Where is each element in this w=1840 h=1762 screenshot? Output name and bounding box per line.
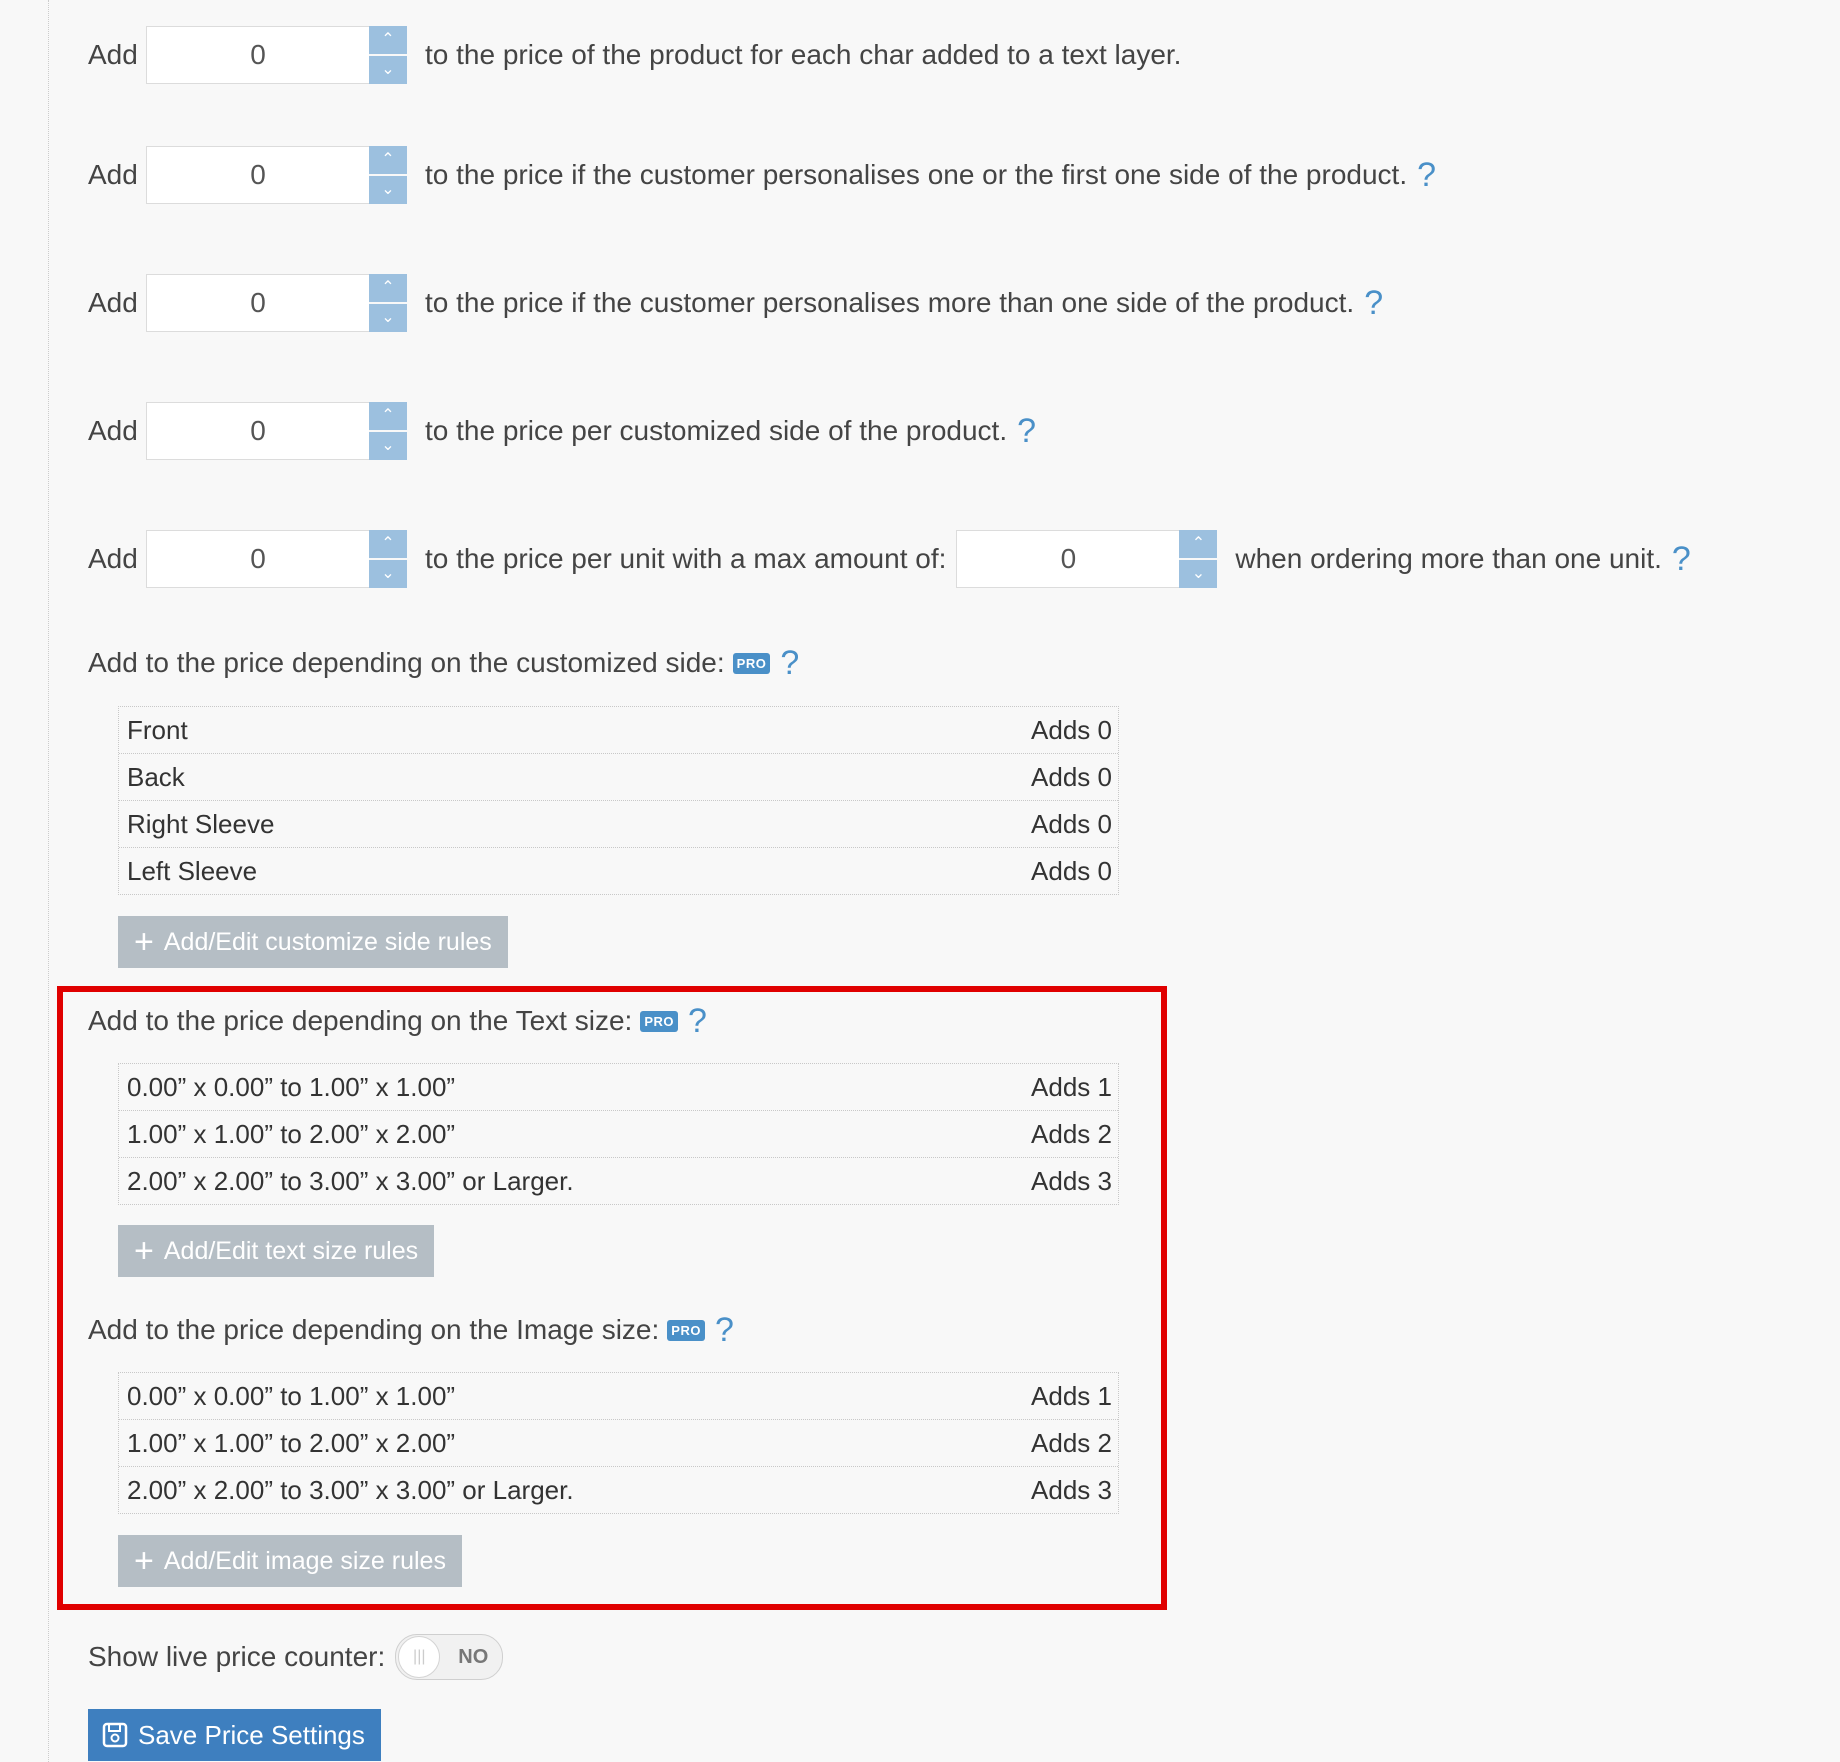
side-rules-table <box>118 706 1119 895</box>
image-size-heading <box>88 1313 734 1347</box>
chevron-up-icon[interactable]: ⌃ <box>369 274 407 302</box>
list-item <box>119 1420 1118 1467</box>
price-per-char-input[interactable]: 0 <box>146 26 369 84</box>
question-icon[interactable]: ? <box>1017 412 1037 450</box>
price-per-char-stepper[interactable] <box>146 26 407 84</box>
price-per-side-stepper[interactable] <box>146 402 407 460</box>
question-icon[interactable]: ? <box>1671 540 1691 578</box>
rule-label: 0.00” x 0.00” to 1.00” x 1.00” <box>127 1380 456 1411</box>
chevron-down-icon[interactable]: ⌄ <box>369 56 407 84</box>
rule-value: Adds 2 <box>1031 1118 1112 1149</box>
chevron-up-icon[interactable]: ⌃ <box>369 26 407 54</box>
text-size-heading <box>88 1004 707 1038</box>
button-label: Add/Edit text size rules <box>163 1236 419 1265</box>
price-row-per-char <box>88 25 1181 85</box>
edit-image-size-rules-button[interactable] <box>118 1535 462 1587</box>
save-disk-icon <box>102 1722 128 1748</box>
add-label: Add <box>88 159 138 190</box>
rule-label: 1.00” x 1.00” to 2.00” x 2.00” <box>127 1427 456 1458</box>
list-item <box>119 1373 1118 1420</box>
rule-label: 2.00” x 2.00” to 3.00” x 3.00” or Larger. <box>127 1165 574 1196</box>
rule-value: Adds 0 <box>1031 761 1112 792</box>
max-amount-input[interactable]: 0 <box>956 530 1179 588</box>
rule-value: Adds 0 <box>1031 808 1112 839</box>
rule-label: Left Sleeve <box>127 855 258 886</box>
question-icon[interactable]: ? <box>780 644 800 682</box>
add-label: Add <box>88 287 138 318</box>
live-counter-row <box>88 1634 503 1680</box>
chevron-down-icon[interactable]: ⌄ <box>369 304 407 332</box>
list-item <box>119 848 1118 894</box>
edit-text-size-rules-button[interactable] <box>118 1225 434 1277</box>
text-size-title: Add to the price depending on the Text size: <box>88 1005 633 1036</box>
button-label: Add/Edit customize side rules <box>163 927 492 956</box>
question-icon[interactable]: ? <box>1417 156 1437 194</box>
rule-label: 1.00” x 1.00” to 2.00” x 2.00” <box>127 1118 456 1149</box>
price-row-multi-side <box>88 273 1383 333</box>
row-description: to the price if the customer personalises one or the first one side of the product. <box>425 159 1408 190</box>
question-icon[interactable]: ? <box>714 1311 734 1349</box>
edit-side-rules-button[interactable] <box>118 916 508 968</box>
row-description: to the price of the product for each char added to a text layer. <box>425 39 1182 70</box>
list-item <box>119 1111 1118 1158</box>
rule-value: Adds 1 <box>1031 1380 1112 1411</box>
button-label: Save Price Settings <box>138 1719 365 1750</box>
chevron-up-icon[interactable]: ⌃ <box>1179 530 1217 558</box>
add-label: Add <box>88 39 138 70</box>
side-rules-heading <box>88 646 799 680</box>
rule-value: Adds 2 <box>1031 1427 1112 1458</box>
save-price-settings-button[interactable] <box>88 1709 381 1761</box>
price-first-side-input[interactable]: 0 <box>146 146 369 204</box>
side-rules-title: Add to the price depending on the customized side: <box>88 647 725 678</box>
rule-label: Back <box>127 761 185 792</box>
price-per-unit-stepper[interactable] <box>146 530 407 588</box>
live-counter-label: Show live price counter: <box>88 1641 386 1672</box>
pro-badge: PRO <box>733 653 771 674</box>
rule-label: Front <box>127 714 188 745</box>
plus-icon: + <box>134 1542 154 1580</box>
rule-label: 0.00” x 0.00” to 1.00” x 1.00” <box>127 1071 456 1102</box>
add-label: Add <box>88 543 138 574</box>
row-description: to the price if the customer personalises more than one side of the product. <box>425 287 1355 318</box>
price-row-first-side <box>88 145 1436 205</box>
text-size-rules-table <box>118 1063 1119 1205</box>
question-icon[interactable]: ? <box>1364 284 1384 322</box>
chevron-up-icon[interactable]: ⌃ <box>369 530 407 558</box>
rule-value: Adds 0 <box>1031 855 1112 886</box>
price-row-per-unit <box>88 529 1691 589</box>
max-amount-stepper[interactable] <box>956 530 1217 588</box>
list-item <box>119 707 1118 754</box>
row-description: to the price per customized side of the product. <box>425 415 1008 446</box>
price-per-side-input[interactable]: 0 <box>146 402 369 460</box>
image-size-rules-table <box>118 1372 1119 1514</box>
price-per-unit-input[interactable]: 0 <box>146 530 369 588</box>
add-label: Add <box>88 415 138 446</box>
rule-value: Adds 3 <box>1031 1165 1112 1196</box>
plus-icon: + <box>134 1232 154 1270</box>
chevron-up-icon[interactable]: ⌃ <box>369 146 407 174</box>
list-item <box>119 1158 1118 1204</box>
rule-label: Right Sleeve <box>127 808 275 839</box>
chevron-down-icon[interactable]: ⌄ <box>369 176 407 204</box>
toggle-knob[interactable]: ||| <box>398 1636 440 1678</box>
live-counter-toggle[interactable] <box>395 1634 503 1680</box>
price-first-side-stepper[interactable] <box>146 146 407 204</box>
list-item <box>119 1064 1118 1111</box>
pro-badge: PRO <box>640 1011 678 1032</box>
price-row-per-side <box>88 401 1036 461</box>
list-item <box>119 754 1118 801</box>
row-description: to the price per unit with a max amount of: <box>425 543 947 574</box>
rule-value: Adds 0 <box>1031 714 1112 745</box>
price-multi-side-input[interactable]: 0 <box>146 274 369 332</box>
price-multi-side-stepper[interactable] <box>146 274 407 332</box>
row-description-suffix: when ordering more than one unit. <box>1235 543 1662 574</box>
list-item <box>119 801 1118 848</box>
rule-label: 2.00” x 2.00” to 3.00” x 3.00” or Larger. <box>127 1474 574 1505</box>
plus-icon: + <box>134 923 154 961</box>
image-size-title: Add to the price depending on the Image size: <box>88 1314 660 1345</box>
toggle-state: NO <box>458 1645 489 1668</box>
chevron-down-icon[interactable]: ⌄ <box>1179 560 1217 588</box>
chevron-up-icon[interactable]: ⌃ <box>369 402 407 430</box>
rule-value: Adds 3 <box>1031 1474 1112 1505</box>
list-item <box>119 1467 1118 1513</box>
chevron-down-icon[interactable]: ⌄ <box>369 560 407 588</box>
chevron-down-icon[interactable]: ⌄ <box>369 432 407 460</box>
question-icon[interactable]: ? <box>687 1002 707 1040</box>
button-label: Add/Edit image size rules <box>163 1546 446 1575</box>
rule-value: Adds 1 <box>1031 1071 1112 1102</box>
pro-badge: PRO <box>667 1320 705 1341</box>
